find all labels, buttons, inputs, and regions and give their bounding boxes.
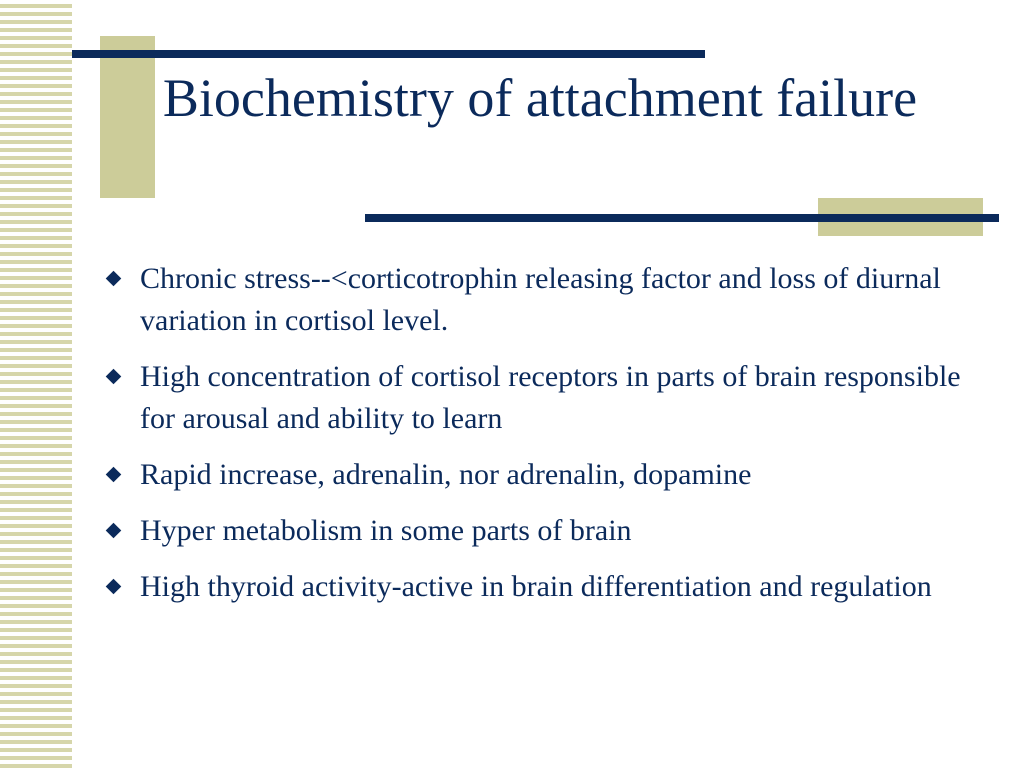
top-accent-line <box>72 50 705 58</box>
bullet-item <box>106 566 986 608</box>
diamond-bullet-icon <box>106 369 122 385</box>
bullet-list <box>106 258 986 622</box>
bullet-text: High thyroid activity-active in brain differentiation and regulation <box>140 570 932 603</box>
diamond-bullet-icon <box>106 579 122 595</box>
bullet-text: Hyper metabolism in some parts of brain <box>140 514 632 547</box>
diamond-bullet-icon <box>106 271 122 287</box>
bullet-item <box>106 356 986 440</box>
diamond-bullet-icon <box>106 523 122 539</box>
bullet-item <box>106 510 986 552</box>
left-stripe-decoration <box>0 0 72 768</box>
top-accent-block <box>100 36 155 198</box>
slide-title: Biochemistry of attachment failure <box>162 68 918 128</box>
bottom-accent-line <box>365 214 999 222</box>
bullet-item <box>106 258 986 342</box>
diamond-bullet-icon <box>106 467 122 483</box>
bullet-text: Chronic stress--<corticotrophin releasing factor and loss of diurnal variation in cortisol level. <box>140 262 941 337</box>
bullet-text: Rapid increase, adrenalin, nor adrenalin, dopamine <box>140 458 752 491</box>
bullet-text: High concentration of cortisol receptors in parts of brain responsible for arousal and ability to learn <box>140 360 961 435</box>
bullet-item <box>106 454 986 496</box>
